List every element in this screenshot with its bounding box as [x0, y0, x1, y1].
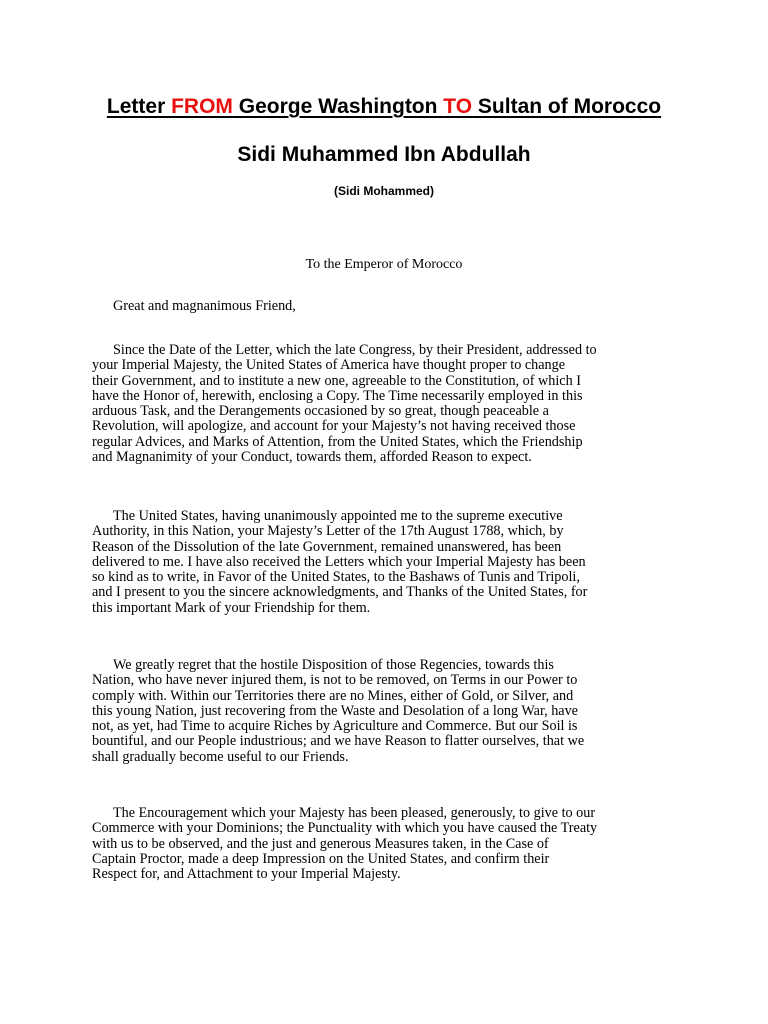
paragraph-line: bountiful, and our People industrious; and we have Reason to flatter ourselves, that we [92, 733, 585, 750]
paragraph-line: arduous Task, and the Derangements occasioned by so great, though peaceable a [92, 403, 549, 420]
title-word-to: TO [443, 95, 473, 118]
paragraph-line: delivered to me. I have also received the Letters which your Imperial Majesty has been [92, 553, 586, 570]
paragraph-line: regular Advices, and Marks of Attention, from the United States, which the Friendship [92, 433, 583, 450]
letter-paragraph-3 [92, 658, 692, 765]
paragraph-line: We greatly regret that the hostile Disposition of those Regencies, towards this [113, 657, 554, 673]
paragraph-line: so kind as to write, in Favor of the United States, to the Bashaws of Tunis and Tripoli, [92, 569, 580, 586]
title-word-letter: Letter [106, 95, 172, 118]
paragraph-line: shall gradually become useful to our Friends. [92, 748, 349, 765]
title-word-sultan-of-morocco: Sultan of Morocco [472, 95, 662, 118]
paragraph-line: and Magnanimity of your Conduct, towards them, afforded Reason to expect. [92, 449, 532, 466]
title-word-george-washington: George Washington [232, 95, 444, 118]
paragraph-line: Reason of the Dissolution of the late Government, remained unanswered, has been [92, 538, 562, 555]
paragraph-line: Since the Date of the Letter, which the late Congress, by their President, addressed to [113, 342, 597, 358]
letter-greeting [92, 299, 692, 314]
paragraph-line: with us to be observed, and the just and generous Measures taken, in the Case of [92, 835, 549, 852]
title-word-from: FROM [171, 95, 233, 118]
paragraph-line: The Encouragement which your Majesty has been pleased, generously, to give to our [113, 805, 596, 821]
paragraph-line: Authority, in this Nation, your Majesty’s Letter of the 17th August 1788, which, by [92, 523, 564, 540]
paragraph-line: Commerce with your Dominions; the Punctuality with which you have caused the Treaty [92, 820, 598, 837]
paragraph-line: not, as yet, had Time to acquire Riches by Agriculture and Commerce. But our Soil is [92, 718, 578, 735]
paragraph-line: and I present to you the sincere acknowledgments, and Thanks of the United States, for [92, 584, 588, 601]
paragraph-line: comply with. Within our Territories there are no Mines, either of Gold, or Silver, and [92, 687, 574, 704]
letter-paragraph-4 [92, 806, 692, 882]
paragraph-line: this important Mark of your Friendship for them. [92, 599, 371, 616]
paragraph-line: their Government, and to institute a new one, agreeable to the Constitution, of which I [92, 372, 581, 389]
paragraph-line: Respect for, and Attachment to your Imperial Majesty. [92, 866, 401, 883]
document-title [0, 95, 768, 119]
paragraph-line: Nation, who have never injured them, is not to be removed, on Terms in our Power to [92, 672, 578, 689]
document-subtitle-alias: (Sidi Mohammed) [333, 184, 434, 198]
letter-greeting-text: Great and magnanimous Friend, [113, 298, 296, 314]
letter-addressee: To the Emperor of Morocco [305, 257, 463, 272]
letter-paragraph-2 [92, 509, 692, 616]
paragraph-line: this young Nation, just recovering from the Waste and Desolation of a long War, have [92, 702, 578, 719]
paragraph-line: Revolution, will apologize, and account for your Majesty’s not having received those [92, 418, 576, 435]
paragraph-line: have the Honor of, herewith, enclosing a Copy. The Time necessarily employed in this [92, 387, 583, 404]
letter-paragraph-1 [92, 343, 692, 465]
document-subtitle: Sidi Muhammed Ibn Abdullah [237, 143, 531, 166]
paragraph-line: Captain Proctor, made a deep Impression on the United States, and confirm their [92, 850, 550, 867]
paragraph-line: your Imperial Majesty, the United States of America have thought proper to change [92, 357, 566, 374]
paragraph-line: The United States, having unanimously appointed me to the supreme executive [113, 508, 563, 524]
